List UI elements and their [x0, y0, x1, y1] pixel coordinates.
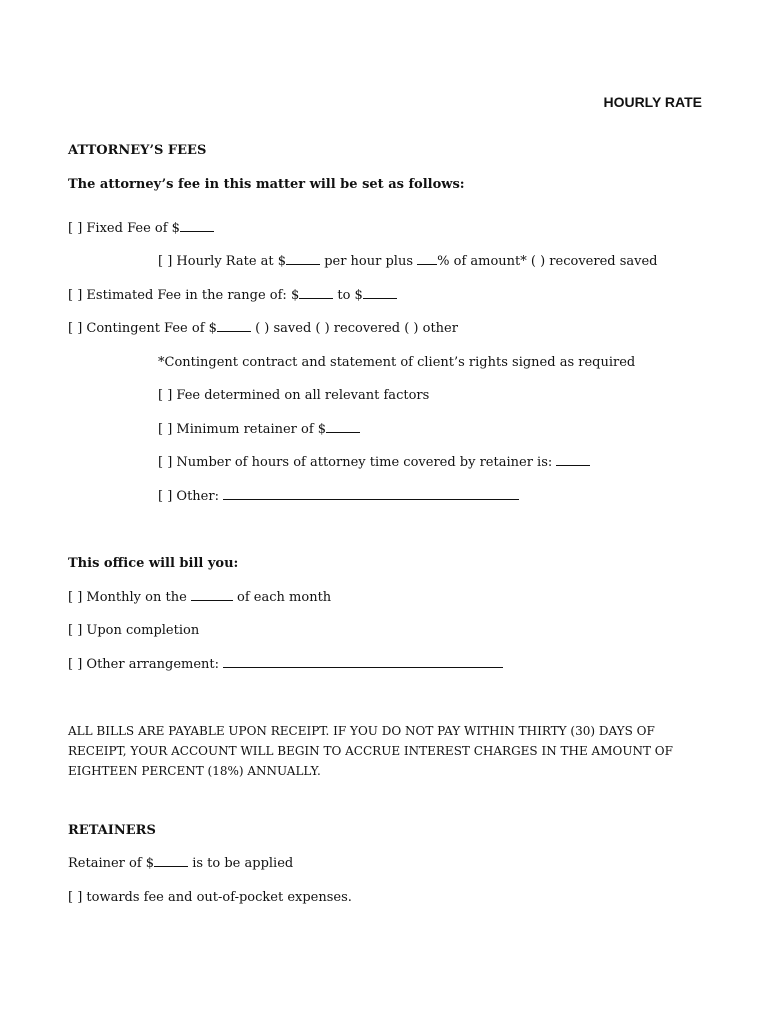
- billing-completion-option: [ ] Upon completion: [68, 623, 200, 638]
- retainer-expenses-option: [ ] towards fee and out-of-pocket expenses.: [68, 890, 352, 905]
- fee-other-label: [ ] Other:: [158, 489, 224, 504]
- minimum-retainer-blank[interactable]: [326, 422, 360, 433]
- fee-factors-option: [ ] Fee determined on all relevant factors: [158, 388, 430, 403]
- contingent-fee-blank[interactable]: [217, 321, 251, 332]
- estimated-fee-from-blank[interactable]: [299, 288, 333, 299]
- retainer-amount-label: Retainer of $: [68, 856, 155, 871]
- fee-other-line: [158, 489, 519, 505]
- hourly-rate-label: [ ] Hourly Rate at $: [158, 254, 287, 269]
- fixed-fee-line: [68, 221, 214, 237]
- estimated-fee-label: [ ] Estimated Fee in the range of: $: [68, 288, 300, 303]
- minimum-retainer-line: [158, 422, 360, 438]
- estimated-fee-to: to $: [333, 288, 363, 303]
- retainer-hours-blank[interactable]: [556, 455, 590, 466]
- fees-intro: The attorney’s fee in this matter will be set as follows:: [68, 177, 465, 192]
- retainer-hours-line: [158, 455, 590, 471]
- estimated-fee-line: [68, 288, 397, 304]
- retainer-hours-label: [ ] Number of hours of attorney time covered by retainer is:: [158, 455, 557, 470]
- fees-heading: ATTORNEY’S FEES: [68, 143, 207, 158]
- fee-other-blank[interactable]: [223, 489, 519, 500]
- contingent-fee-line: [68, 321, 458, 337]
- billing-other-line: [68, 657, 503, 673]
- billing-other-label: [ ] Other arrangement:: [68, 657, 224, 672]
- billing-monthly-line: [68, 590, 331, 606]
- percent-blank[interactable]: [417, 254, 437, 265]
- payment-notice: ALL BILLS ARE PAYABLE UPON RECEIPT. IF YOU DO NOT PAY WITHIN THIRTY (30) DAYS OF RECEIPT, YOUR ACCOUNT WILL BEGIN TO ACCRUE INTEREST CHARGES IN THE AMOUNT OF EIGHTEEN PERCENT (18%) ANNUALLY.: [68, 724, 673, 778]
- retainer-amount-blank[interactable]: [154, 856, 188, 867]
- retainers-heading: RETAINERS: [68, 823, 156, 838]
- minimum-retainer-label: [ ] Minimum retainer of $: [158, 422, 327, 437]
- retainer-amount-line: [68, 856, 293, 872]
- billing-heading: This office will bill you:: [68, 556, 239, 571]
- billing-monthly-suffix: of each month: [232, 590, 332, 605]
- contingent-fee-options: ( ) saved ( ) recovered ( ) other: [250, 321, 458, 336]
- hourly-rate-percent-text: % of amount* ( ) recovered saved: [437, 254, 658, 269]
- fixed-fee-blank[interactable]: [180, 221, 214, 232]
- retainer-amount-suffix: is to be applied: [188, 856, 294, 871]
- hourly-rate-middle: per hour plus: [320, 254, 418, 269]
- hourly-rate-blank[interactable]: [286, 254, 320, 265]
- billing-day-blank[interactable]: [191, 590, 233, 601]
- contingent-contract-note: *Contingent contract and statement of client’s rights signed as required: [158, 355, 636, 370]
- contingent-fee-label: [ ] Contingent Fee of $: [68, 321, 217, 336]
- billing-other-blank[interactable]: [223, 657, 503, 668]
- estimated-fee-to-blank[interactable]: [363, 288, 397, 299]
- billing-monthly-label: [ ] Monthly on the: [68, 590, 191, 605]
- hourly-rate-line: [158, 254, 658, 270]
- fixed-fee-label: [ ] Fixed Fee of $: [68, 221, 180, 236]
- page-title: HOURLY RATE: [603, 94, 702, 110]
